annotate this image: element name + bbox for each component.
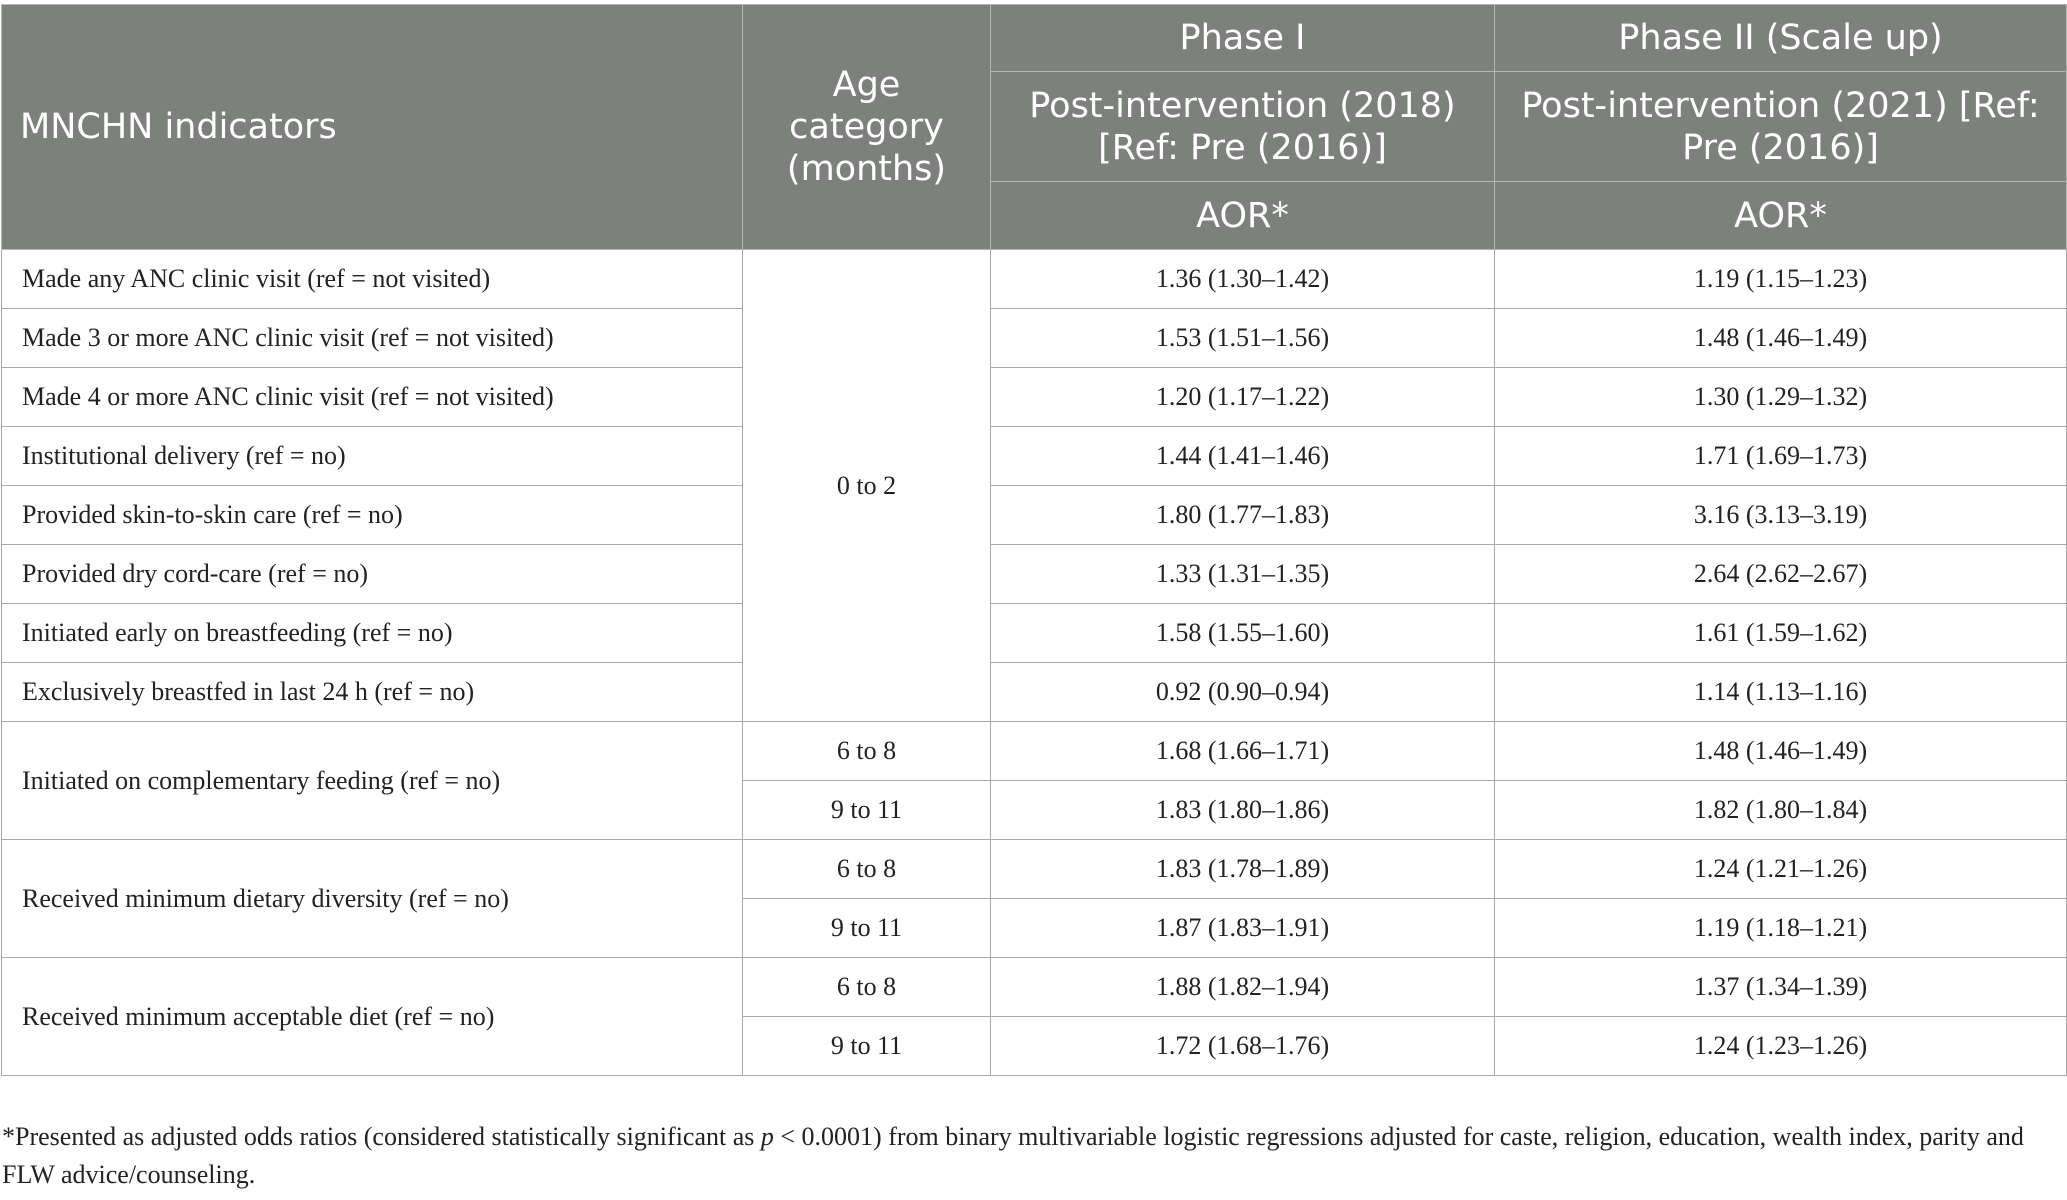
indicator-cell: Initiated on complementary feeding (ref = no): [2, 722, 743, 840]
phase2-aor-cell: 2.64 (2.62–2.67): [1495, 545, 2067, 604]
phase1-aor-cell: 1.68 (1.66–1.71): [991, 722, 1495, 781]
header-phase-2: Phase II (Scale up): [1495, 5, 2067, 72]
phase1-aor-cell: 1.83 (1.78–1.89): [991, 840, 1495, 899]
phase1-aor-cell: 1.53 (1.51–1.56): [991, 309, 1495, 368]
phase1-aor-cell: 1.33 (1.31–1.35): [991, 545, 1495, 604]
footnote-text-2: < 0.0001) from binary multivariable logistic regressions adjusted for caste, religion, education, wealth index, parity and FLW advice/counseling.: [2, 1122, 2024, 1189]
indicator-cell: Provided skin-to-skin care (ref = no): [2, 486, 743, 545]
table-row: [2, 309, 2067, 368]
table-row: [2, 545, 2067, 604]
table-row: [2, 604, 2067, 663]
phase2-aor-cell: 1.48 (1.46–1.49): [1495, 722, 2067, 781]
table-row: [2, 722, 2067, 781]
phase2-aor-cell: 1.37 (1.34–1.39): [1495, 958, 2067, 1017]
phase1-aor-cell: 1.87 (1.83–1.91): [991, 899, 1495, 958]
phase2-aor-cell: 3.16 (3.13–3.19): [1495, 486, 2067, 545]
header-phase-2-sub: Post-intervention (2021) [Ref: Pre (2016)]: [1495, 72, 2067, 182]
phase1-aor-cell: 1.20 (1.17–1.22): [991, 368, 1495, 427]
phase2-aor-cell: 1.24 (1.23–1.26): [1495, 1017, 2067, 1076]
indicator-cell: Institutional delivery (ref = no): [2, 427, 743, 486]
phase1-aor-cell: 0.92 (0.90–0.94): [991, 663, 1495, 722]
header-phase-1-sub: Post-intervention (2018) [Ref: Pre (2016)]: [991, 72, 1495, 182]
table-row: [2, 368, 2067, 427]
phase2-aor-cell: 1.30 (1.29–1.32): [1495, 368, 2067, 427]
header-indicators: MNCHN indicators: [2, 5, 743, 250]
table-row: [2, 663, 2067, 722]
header-aor-2: AOR*: [1495, 182, 2067, 250]
age-cell: 9 to 11: [743, 781, 991, 840]
table-footnote: [2, 1118, 2062, 1194]
indicator-cell: Provided dry cord-care (ref = no): [2, 545, 743, 604]
age-cell: 6 to 8: [743, 958, 991, 1017]
age-cell: 0 to 2: [743, 250, 991, 722]
phase1-aor-cell: 1.83 (1.80–1.86): [991, 781, 1495, 840]
phase1-aor-cell: 1.44 (1.41–1.46): [991, 427, 1495, 486]
indicator-cell: Received minimum acceptable diet (ref = no): [2, 958, 743, 1076]
phase1-aor-cell: 1.80 (1.77–1.83): [991, 486, 1495, 545]
age-cell: 6 to 8: [743, 722, 991, 781]
header-aor-1: AOR*: [991, 182, 1495, 250]
phase2-aor-cell: 1.24 (1.21–1.26): [1495, 840, 2067, 899]
indicator-cell: Received minimum dietary diversity (ref = no): [2, 840, 743, 958]
indicator-cell: Initiated early on breastfeeding (ref = no): [2, 604, 743, 663]
table-row: [2, 486, 2067, 545]
phase1-aor-cell: 1.72 (1.68–1.76): [991, 1017, 1495, 1076]
header-phase-1: Phase I: [991, 5, 1495, 72]
indicator-cell: Exclusively breastfed in last 24 h (ref = no): [2, 663, 743, 722]
age-cell: 6 to 8: [743, 840, 991, 899]
indicator-cell: Made 3 or more ANC clinic visit (ref = not visited): [2, 309, 743, 368]
footnote-text-1: *Presented as adjusted odds ratios (considered statistically significant as: [2, 1122, 761, 1151]
phase1-aor-cell: 1.36 (1.30–1.42): [991, 250, 1495, 309]
table-row: [2, 840, 2067, 899]
table-row: [2, 427, 2067, 486]
indicator-cell: Made 4 or more ANC clinic visit (ref = not visited): [2, 368, 743, 427]
mnchn-aor-table: [1, 4, 2067, 1076]
phase2-aor-cell: 1.14 (1.13–1.16): [1495, 663, 2067, 722]
phase2-aor-cell: 1.48 (1.46–1.49): [1495, 309, 2067, 368]
age-cell: 9 to 11: [743, 1017, 991, 1076]
phase2-aor-cell: 1.19 (1.18–1.21): [1495, 899, 2067, 958]
phase1-aor-cell: 1.58 (1.55–1.60): [991, 604, 1495, 663]
phase1-aor-cell: 1.88 (1.82–1.94): [991, 958, 1495, 1017]
header-age-category: Age category (months): [743, 5, 991, 250]
indicator-cell: Made any ANC clinic visit (ref = not visited): [2, 250, 743, 309]
phase2-aor-cell: 1.71 (1.69–1.73): [1495, 427, 2067, 486]
phase2-aor-cell: 1.61 (1.59–1.62): [1495, 604, 2067, 663]
age-cell: 9 to 11: [743, 899, 991, 958]
phase2-aor-cell: 1.19 (1.15–1.23): [1495, 250, 2067, 309]
table-row: [2, 958, 2067, 1017]
footnote-p-value-symbol: p: [760, 1122, 774, 1151]
table-row: [2, 250, 2067, 309]
phase2-aor-cell: 1.82 (1.80–1.84): [1495, 781, 2067, 840]
